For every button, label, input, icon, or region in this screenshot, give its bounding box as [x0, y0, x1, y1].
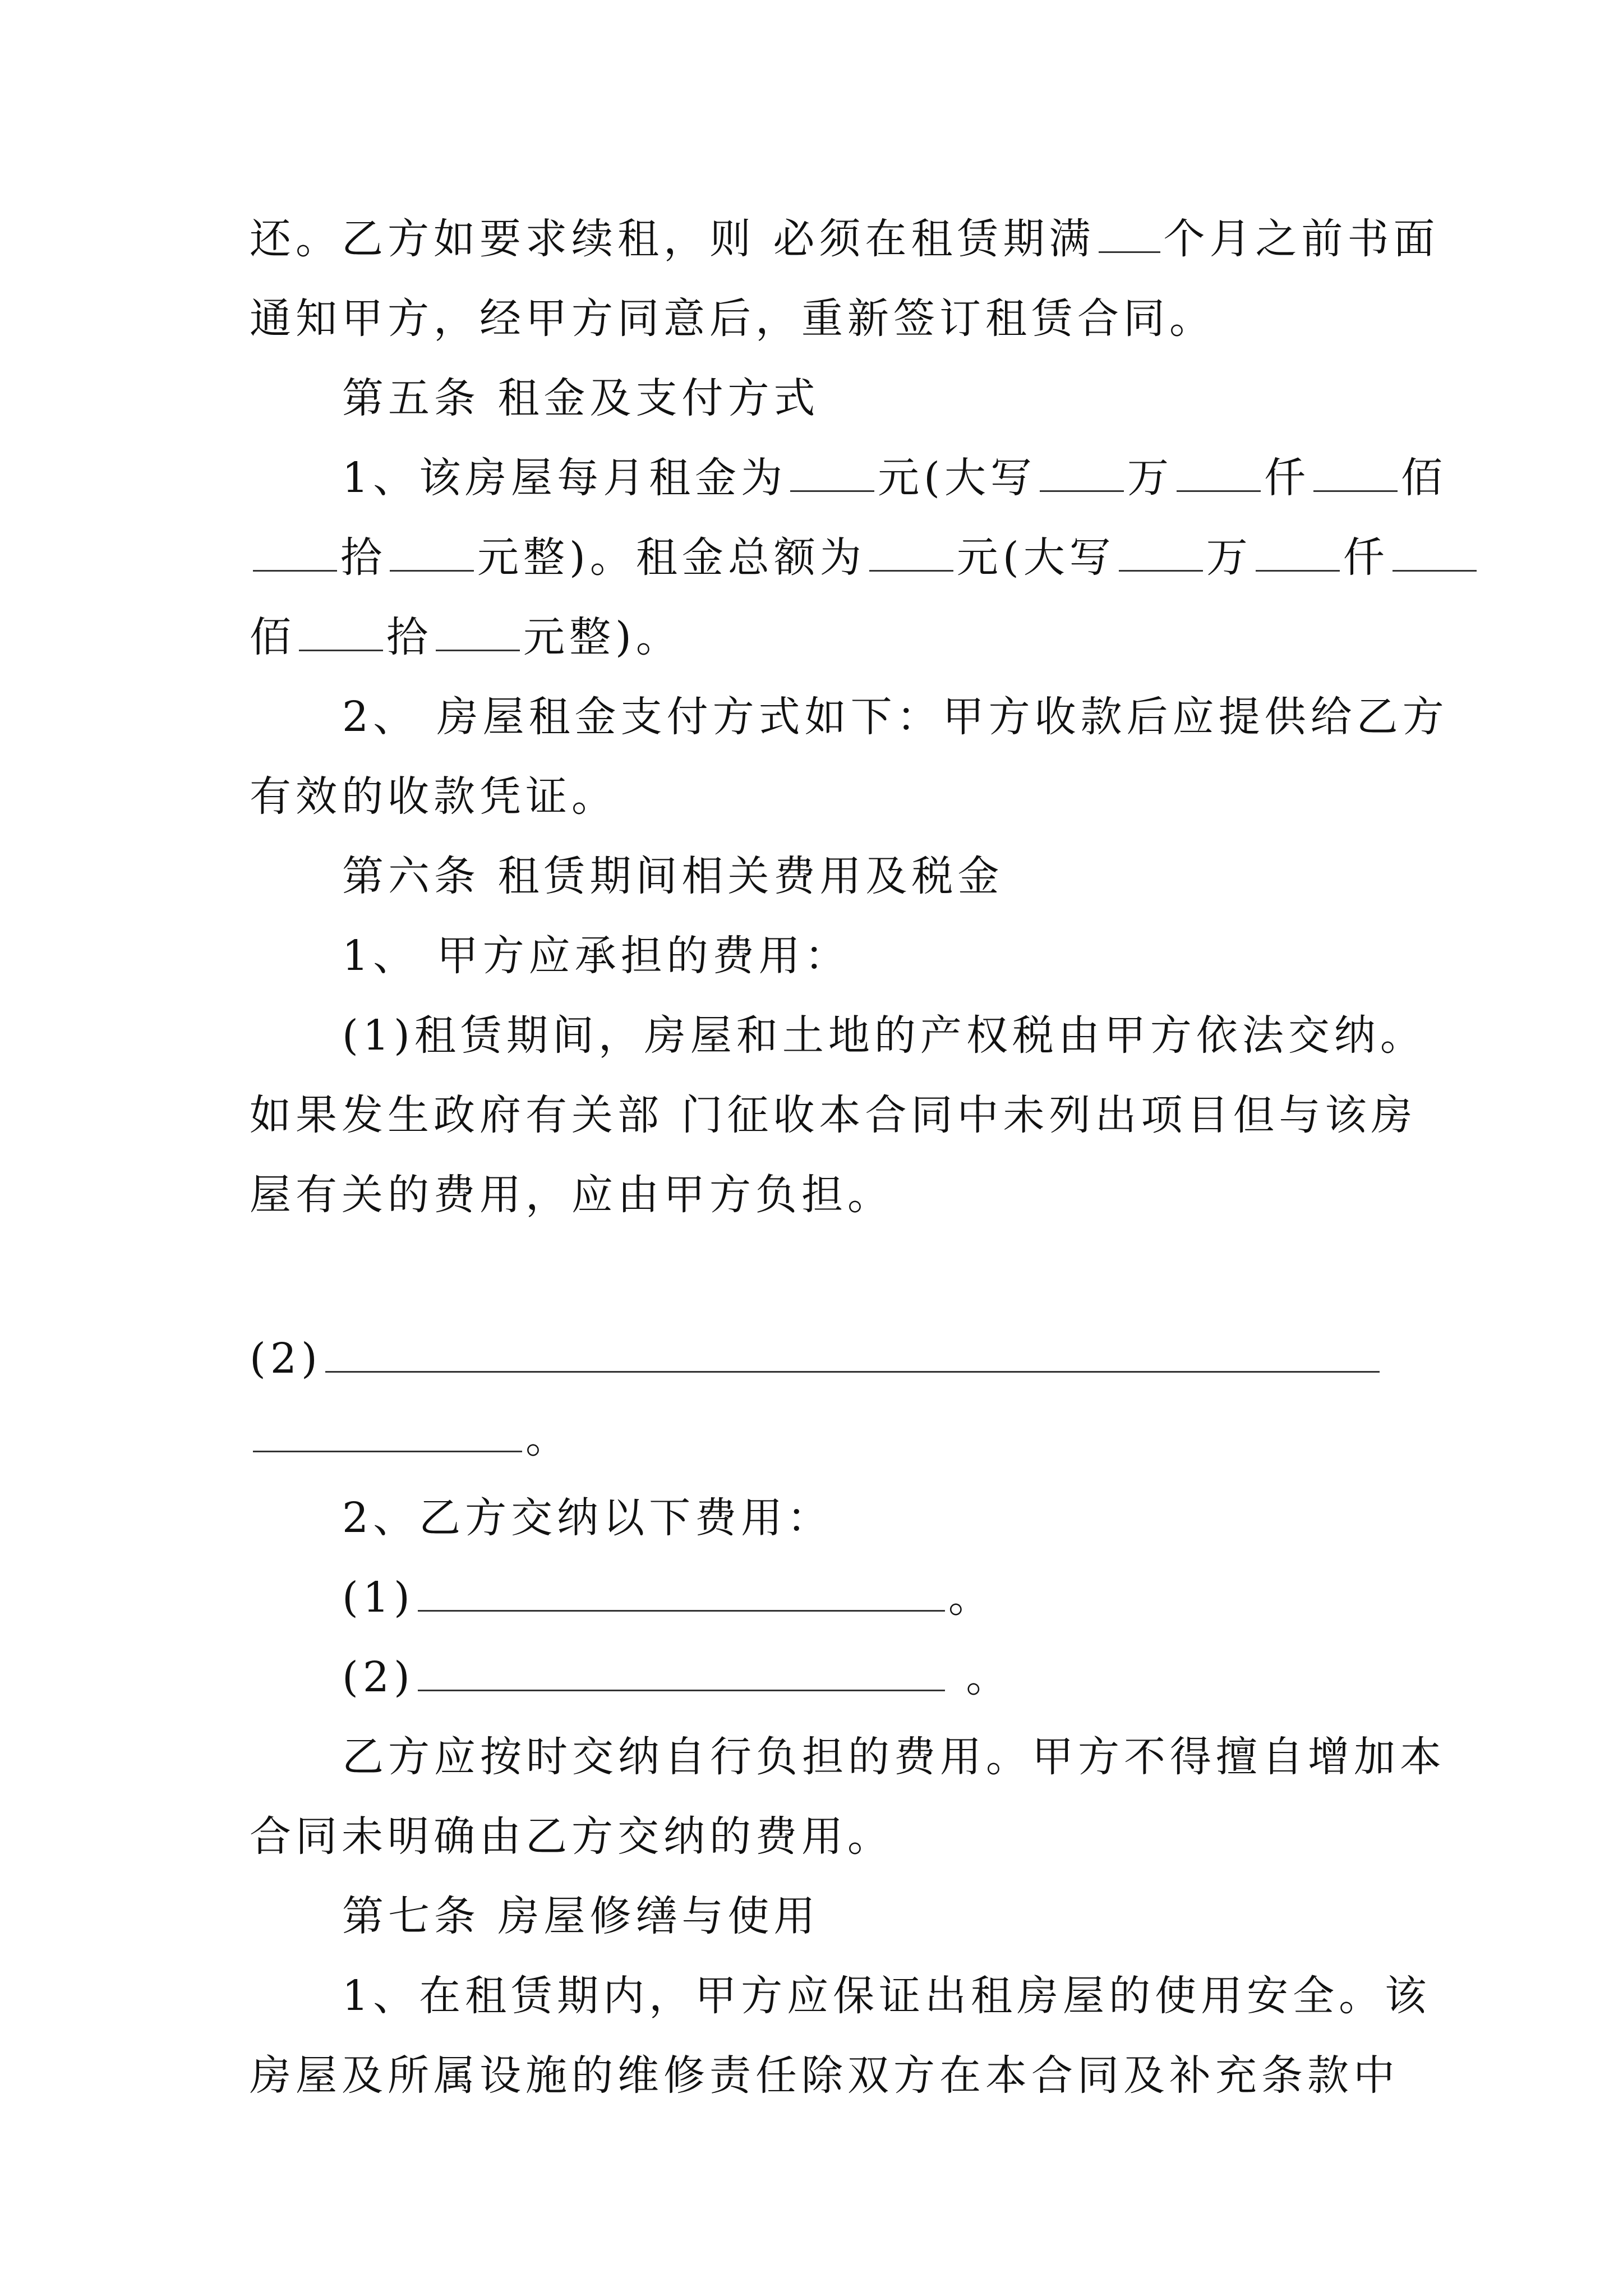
text-line-1: [250, 199, 1440, 279]
article-7-heading: [250, 1876, 1394, 1956]
text: 合同未明确由乙方交纳的费用。: [250, 1812, 893, 1861]
text-line-11: [250, 996, 1426, 1075]
text-line-14: [250, 1319, 1394, 1398]
text: 还。乙方如要求续租，则 必须在租赁期满: [250, 215, 1095, 263]
text-line-18: [250, 1637, 1394, 1717]
blank-field: [1119, 536, 1203, 572]
text: 1、该房屋每月租金为: [342, 454, 787, 502]
rent-clause-line-2: [250, 518, 1394, 597]
text-line-16: [250, 1478, 1394, 1558]
text-line-19: [250, 1717, 1446, 1797]
text-line-23: [250, 2036, 1399, 2115]
text: 2、乙方交纳以下费用：: [342, 1494, 833, 1542]
rent-clause-line-1: [250, 438, 1447, 518]
spacer: [250, 1235, 1394, 1319]
text: 屋有关的费用，应由甲方负担。: [250, 1171, 893, 1219]
blank-field: [1177, 457, 1261, 492]
text: 拾: [340, 533, 386, 582]
blank-field: [869, 536, 953, 572]
text: 房屋及所属设施的维修责任除双方在本合同及补充条款中: [250, 2051, 1399, 2100]
blank-field: [1313, 457, 1398, 492]
text: 个月之前书面: [1163, 215, 1440, 263]
blank-field: [299, 616, 383, 651]
blank-field: [790, 457, 874, 492]
text: 万: [1127, 454, 1173, 502]
text: 。: [948, 1653, 1012, 1701]
rent-clause-line-3: [250, 597, 1394, 677]
text-line-15: [250, 1398, 1394, 1478]
blank-field: [1099, 218, 1160, 253]
blank-field: [1040, 457, 1124, 492]
text-line-8: [250, 757, 1394, 836]
text: 如果发生政府有关部 门征收本合同中未列出项目但与该房: [250, 1091, 1417, 1139]
blank-field: [418, 1576, 945, 1612]
blank-field: [325, 1337, 1380, 1373]
blank-field: [253, 1417, 522, 1452]
text-line-2: [250, 279, 1394, 358]
text: 元整)。租金总额为: [477, 533, 866, 582]
blank-field: [1393, 536, 1477, 572]
text: 。: [525, 1414, 571, 1462]
text: 元整)。: [523, 613, 682, 661]
text: (2): [342, 1653, 414, 1701]
text: (2): [250, 1335, 322, 1383]
text-line-12: [250, 1075, 1417, 1155]
text: 佰: [250, 613, 296, 661]
blank-field: [418, 1656, 945, 1691]
text: 1、 甲方应承担的费用：: [342, 932, 851, 980]
text-line-13: [250, 1155, 1394, 1235]
document-body: [250, 199, 1449, 2115]
text-line-20: [250, 1797, 1394, 1876]
text-line-10: [250, 916, 1394, 996]
text: 通知甲方，经甲方同意后，重新签订租赁合同。: [250, 295, 1215, 343]
text: 元(大写: [956, 533, 1115, 582]
text: 元(大写: [878, 454, 1036, 502]
article-5-heading: [250, 358, 1394, 438]
text: (1)租赁期间，房屋和土地的产权税由甲方依法交纳。: [342, 1011, 1426, 1060]
text: 仟: [1264, 454, 1310, 502]
text: 佰: [1400, 454, 1447, 502]
text: 仟: [1343, 533, 1389, 582]
blank-field: [1256, 536, 1340, 572]
text: 有效的收款凭证。: [250, 772, 617, 821]
text: 1、在租赁期内，甲方应保证出租房屋的使用安全。该: [342, 1972, 1431, 2020]
text: (1): [342, 1573, 414, 1622]
blank-field: [253, 536, 337, 572]
blank-field: [436, 616, 520, 651]
text: 第七条 房屋修缮与使用: [342, 1892, 820, 1940]
text-line-22: [250, 1956, 1431, 2036]
text: 。: [948, 1573, 994, 1622]
article-6-heading: [250, 836, 1394, 916]
text: 2、 房屋租金支付方式如下：甲方收款后应提供给乙方: [342, 693, 1449, 741]
text-line-7: [250, 677, 1449, 757]
text: 万: [1206, 533, 1252, 582]
text-line-17: [250, 1558, 1394, 1637]
blank-field: [390, 536, 474, 572]
text: 乙方应按时交纳自行负担的费用。甲方不得擅自增加本: [342, 1733, 1446, 1781]
text: 第六条 租赁期间相关费用及税金: [342, 852, 1004, 900]
text: 拾: [386, 613, 432, 661]
text: 第五条 租金及支付方式: [342, 374, 820, 422]
